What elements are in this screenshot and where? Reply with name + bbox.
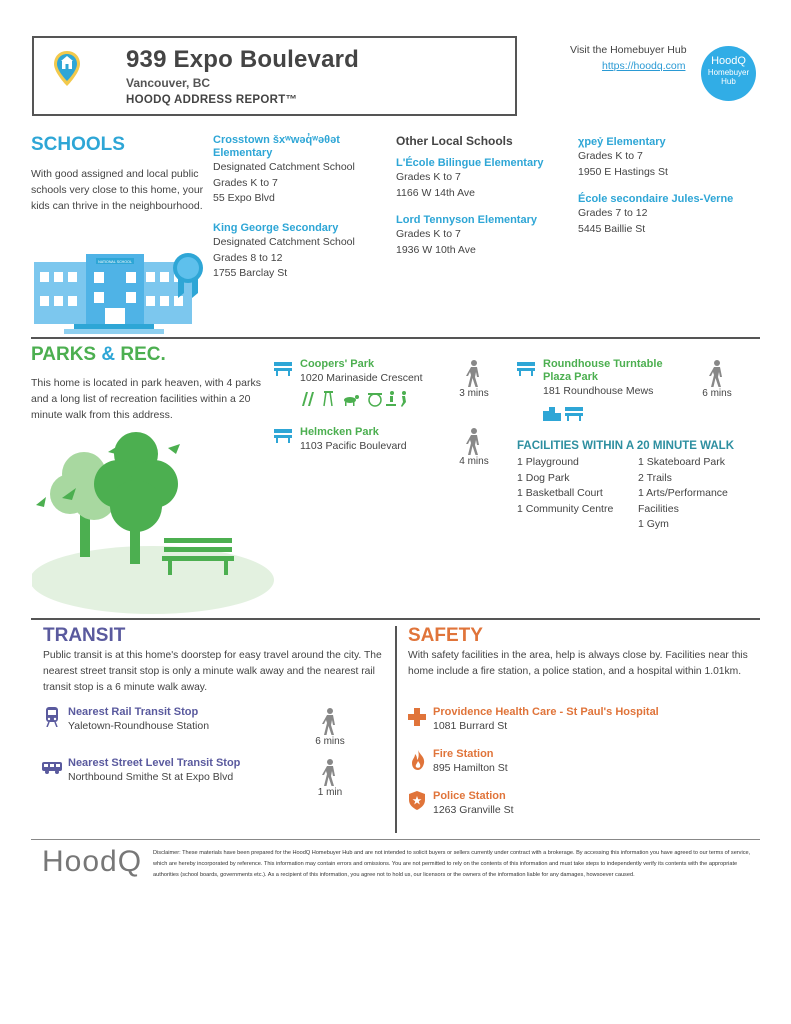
schools-intro: With good assigned and local public schools very close to this home, your kids can thrive in the neighbourhood. [31, 168, 204, 212]
school-grades: Grades K to 7 [578, 150, 643, 162]
facility-item: 1 Dog Park [517, 471, 570, 484]
address-city: Vancouver, BC [126, 76, 211, 90]
transit-item-street[interactable] [68, 757, 308, 786]
walking-person-icon [465, 428, 483, 456]
address-title: 939 Expo Boulevard [126, 46, 360, 73]
safety-item-police[interactable] [433, 790, 753, 819]
park-address: 1103 Pacific Boulevard [300, 440, 407, 452]
school-name[interactable]: King George Secondary [213, 222, 339, 234]
facility-item: 1 Basketball Court [517, 487, 603, 499]
school-grades: Grades K to 7 [213, 176, 278, 189]
other-schools-heading: Other Local Schools [396, 134, 513, 148]
transit-detail: Northbound Smithe St at Expo Blvd [68, 771, 234, 783]
safety-title: SAFETY [408, 625, 483, 646]
walk-time: 4 mins [459, 456, 489, 467]
hub-badge-line2: Homebuyer [707, 68, 750, 77]
bus-icon [42, 762, 62, 774]
park-bench-icon [274, 362, 292, 376]
school-grades: Grades 8 to 12 [213, 251, 283, 264]
school-address: 1166 W 14th Ave [396, 186, 476, 199]
school-building-illustration [34, 250, 204, 334]
parks-title-b: REC. [120, 344, 166, 365]
other-school-1[interactable] [396, 157, 571, 201]
facility-item: 2 Trails [638, 471, 672, 484]
park-amenity-icons-2 [543, 405, 585, 421]
safety-address: 1081 Burrard St [433, 720, 508, 732]
section-divider [31, 337, 760, 339]
walk-time: 6 mins [702, 388, 732, 399]
walking-person-icon [465, 360, 483, 388]
safety-name[interactable]: Fire Station [433, 748, 494, 760]
police-badge-icon [409, 791, 425, 810]
facility-item: 1 Community Centre [517, 502, 614, 515]
disclaimer-text: Disclaimer: These materials have been prepared for the HoodQ Homebuyer Hub and are not intended to solicit buyers or sellers currently under contract with a brokerage. By accessing this information you have agreed to our terms of service, which are hereby incorporated by reference. This information may contain errors and omissions. You are not permitted to rely on the contents of this information and must take steps to independently verify its contents with the appropriate authorities (school boards, governments etc.). As a recipient of this information, you agree not to hold us, our licensors or the owners of the information liable for any damages, howsoever caused. [153, 850, 751, 878]
transit-name[interactable]: Nearest Street Level Transit Stop [68, 757, 241, 769]
school-name[interactable]: Lord Tennyson Elementary [396, 214, 537, 226]
safety-address: 895 Hamilton St [433, 762, 508, 774]
transit-item-rail[interactable] [68, 706, 308, 735]
walking-person-icon [321, 708, 339, 736]
park-address: 181 Roundhouse Mews [543, 385, 654, 397]
parks-title-amp: & [96, 344, 121, 365]
transit-intro: Public transit is at this home's doorstep for easy travel around the city. The nearest street transit stop is only a minute walk away and the nearest rail transit stop is a 6 minute walk away. [43, 650, 382, 693]
school-grades: Grades 7 to 12 [578, 207, 648, 219]
park-illustration [32, 420, 274, 616]
footer-divider [31, 839, 760, 840]
walk-time: 6 mins [315, 736, 345, 747]
column-divider [395, 626, 397, 833]
walk-time: 1 min [317, 787, 343, 798]
other-school-3[interactable] [578, 136, 758, 180]
facilities-col-1 [517, 455, 635, 517]
transit-title: TRANSIT [43, 625, 126, 646]
train-icon [45, 707, 59, 727]
transit-name[interactable]: Nearest Rail Transit Stop [68, 706, 199, 718]
park-bench-icon [517, 362, 535, 376]
safety-item-fire[interactable] [433, 748, 753, 777]
facility-item: 1 Gym [638, 518, 669, 530]
other-school-4[interactable] [578, 193, 758, 237]
school-name[interactable]: χpeỷ Elementary [578, 136, 666, 148]
other-school-2[interactable] [396, 214, 571, 258]
transit-detail: Yaletown-Roundhouse Station [68, 720, 210, 732]
location-pin-icon [52, 50, 82, 88]
hub-badge[interactable] [701, 46, 756, 101]
assigned-school-1[interactable] [213, 134, 383, 207]
school-address: 5445 Baillie St [578, 222, 646, 235]
walking-person-icon [321, 759, 339, 787]
school-grades: Grades K to 7 [396, 228, 461, 240]
school-name[interactable]: Crosstown šxʷwəq̓ʷəθət Elementary [213, 134, 340, 159]
facility-item: 1 Skateboard Park [638, 456, 725, 468]
safety-name[interactable]: Police Station [433, 790, 506, 802]
park-name[interactable]: Roundhouse Turntable Plaza Park [543, 358, 663, 383]
park-bench-icon [274, 429, 292, 443]
parks-title [31, 344, 166, 366]
park-amenity-icons [300, 390, 410, 408]
facility-item: 1 Arts/Performance Facilities [638, 487, 728, 515]
facility-item: 1 Playground [517, 456, 579, 468]
school-name[interactable]: L'École Bilingue Elementary [396, 157, 544, 169]
safety-address: 1263 Granville St [433, 804, 514, 816]
parks-title-a: PARKS [31, 344, 97, 365]
school-address: 1950 E Hastings St [578, 165, 668, 178]
parks-intro: This home is located in park heaven, with 4 parks and a long list of recreation facilities within a 20 minute walk from this address. [31, 377, 261, 421]
safety-intro: With safety facilities in the area, help is always close by. Facilities near this home include a fire station, a police station, and a hospital within 1.01km. [408, 650, 748, 677]
school-sign: NATIONAL SCHOOL [98, 260, 132, 264]
park-name[interactable]: Coopers' Park [300, 358, 375, 370]
hospital-cross-icon [408, 708, 426, 726]
assigned-school-2[interactable] [213, 222, 383, 282]
park-item-2[interactable] [300, 426, 450, 455]
school-name[interactable]: École secondaire Jules-Verne [578, 193, 734, 205]
visit-hub-text: Visit the Homebuyer Hub [570, 44, 687, 56]
park-item-3[interactable] [543, 358, 693, 400]
walk-time: 3 mins [459, 388, 489, 399]
address-header [32, 36, 517, 116]
amenity-icons [300, 390, 408, 408]
park-item-1[interactable] [300, 358, 450, 387]
hub-badge-line1: HoodQ [711, 55, 746, 67]
safety-name[interactable]: Providence Health Care - St Paul's Hospital [433, 706, 659, 718]
walking-person-icon [708, 360, 726, 388]
hub-badge-line3: Hub [721, 77, 736, 86]
hub-link[interactable]: https://hoodq.com [602, 60, 686, 72]
hoodq-logo: HoodQ [42, 845, 143, 878]
section-divider [31, 618, 760, 620]
school-address: 55 Expo Blvd [213, 192, 275, 204]
facilities-col-2 [638, 455, 753, 533]
safety-item-hospital[interactable] [433, 706, 753, 735]
school-address: 1936 W 10th Ave [396, 243, 476, 256]
park-name[interactable]: Helmcken Park [300, 426, 379, 438]
school-grades: Grades K to 7 [396, 171, 461, 183]
school-type: Designated Catchment School [213, 161, 355, 173]
facilities-heading: FACILITIES WITHIN A 20 MINUTE WALK [517, 440, 735, 452]
schools-title: SCHOOLS [31, 134, 125, 155]
report-title: HOODQ ADDRESS REPORT™ [126, 94, 298, 106]
school-address: 1755 Barclay St [213, 267, 288, 279]
park-address: 1020 Marinaside Crescent [300, 372, 423, 384]
fire-icon [411, 750, 425, 770]
school-type: Designated Catchment School [213, 236, 355, 248]
